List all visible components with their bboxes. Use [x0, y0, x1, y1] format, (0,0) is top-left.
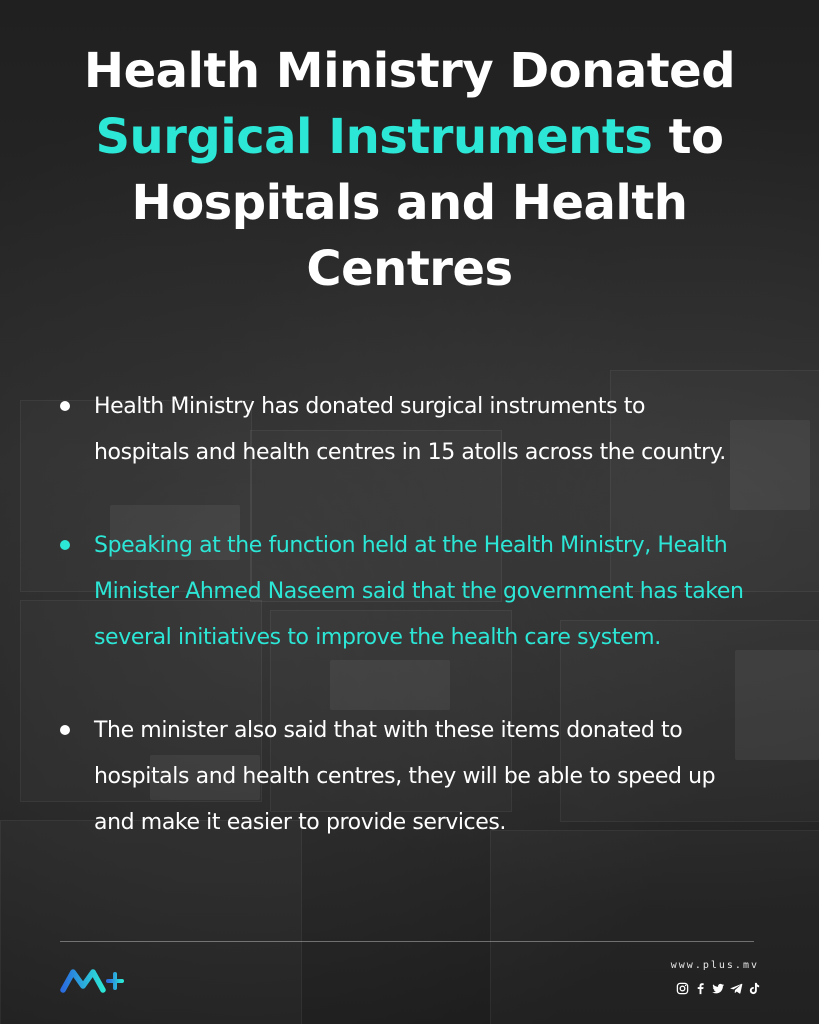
plus-mv-logo-icon[interactable] — [60, 966, 130, 994]
bullet-text: Speaking at the function held at the Health Ministry, Health Minister Ahmed Naseem said that the government has taken several initiatives to improve the health care system. — [94, 533, 744, 650]
bullet-item-highlighted — [56, 523, 746, 661]
telegram-icon[interactable] — [730, 982, 743, 995]
bullet-dot-icon — [60, 725, 70, 735]
headline-highlight: Surgical Instruments — [95, 109, 653, 165]
bullet-dot-icon — [60, 401, 70, 411]
headline-part-2: to Hospitals and Health Centres — [131, 109, 724, 297]
bullet-text: The minister also said that with these items donated to hospitals and health centres, they will be able to speed up and make it easier to provide services. — [94, 718, 716, 835]
bullet-item — [56, 384, 746, 476]
bullet-dot-icon — [60, 540, 70, 550]
site-url[interactable]: www.plus.mv — [670, 960, 759, 971]
headline-part-1: Health Ministry Donated — [83, 43, 736, 99]
background-label — [735, 650, 819, 760]
footer-divider — [60, 941, 754, 942]
twitter-icon[interactable] — [712, 982, 725, 995]
bullet-text: Health Ministry has donated surgical instruments to hospitals and health centres in 15 atolls across the country. — [94, 394, 726, 465]
tiktok-icon[interactable] — [748, 982, 761, 995]
instagram-icon[interactable] — [676, 982, 689, 995]
headline — [60, 38, 759, 302]
social-icons — [676, 982, 761, 995]
bullet-item — [56, 708, 746, 846]
facebook-icon[interactable] — [694, 982, 707, 995]
bullet-list — [56, 384, 746, 893]
